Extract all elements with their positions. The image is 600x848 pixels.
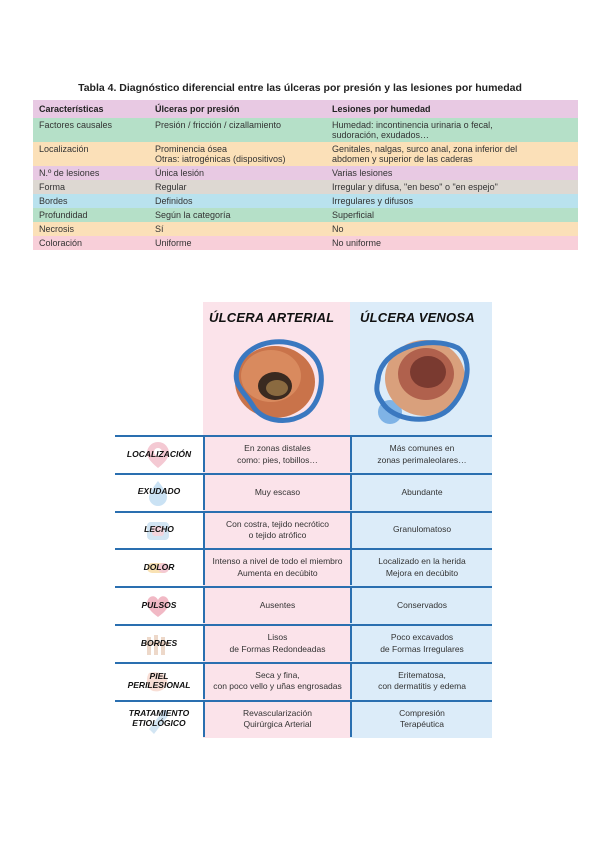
arterial-value: Lisos de Formas Redondeadas xyxy=(203,626,350,661)
row-characteristic: Forma xyxy=(39,182,66,192)
table-row xyxy=(33,222,578,236)
comparison-row xyxy=(115,624,492,661)
row-characteristic: N.º de lesiones xyxy=(39,168,100,178)
table-title: Tabla 4. Diagnóstico diferencial entre las úlceras por presión y las lesiones por humedad xyxy=(78,82,522,94)
arterial-ulcer-title: ÚLCERA ARTERIAL xyxy=(209,310,335,325)
comparison-row xyxy=(115,662,492,699)
row-moisture-value: Superficial xyxy=(332,210,375,220)
row-characteristic: Coloración xyxy=(39,238,83,248)
header-characteristics: Características xyxy=(39,104,104,114)
arterial-value: Intenso a nivel de todo el miembro Aumenta en decúbito xyxy=(203,550,350,585)
comparison-row xyxy=(115,548,492,585)
differential-diagnosis-table xyxy=(33,100,578,250)
row-moisture-value: Irregulares y difusos xyxy=(332,196,414,206)
comparison-criterion-label: TRATAMIENTO ETIOLÓGICO xyxy=(115,702,203,737)
comparison-row xyxy=(115,435,492,472)
arterial-value: Revascularización Quirúrgica Arterial xyxy=(203,702,350,737)
venous-value: Poco excavados de Formas Irregulares xyxy=(350,626,492,661)
table-row xyxy=(33,142,578,166)
venous-value: Eritematosa, con dermatitis y edema xyxy=(350,664,492,699)
venous-ulcer-title: ÚLCERA VENOSA xyxy=(360,310,475,325)
row-pressure-value: Uniforme xyxy=(155,238,192,248)
comparison-criterion-label: DOLOR xyxy=(115,550,203,585)
row-moisture-value: Genitales, nalgas, surco anal, zona inferior del abdomen y superior de las caderas xyxy=(332,144,518,164)
comparison-criterion-label: EXUDADO xyxy=(115,475,203,510)
row-characteristic: Necrosis xyxy=(39,224,75,234)
row-pressure-value: Prominencia ósea Otras: iatrogénicas (dispositivos) xyxy=(155,144,286,164)
arterial-value: En zonas distales como: pies, tobillos… xyxy=(203,437,350,472)
arterial-value: Con costra, tejido necrótico o tejido atrófico xyxy=(203,513,350,548)
venous-ulcer-image xyxy=(370,330,475,428)
row-moisture-value: Varias lesiones xyxy=(332,168,393,178)
comparison-row xyxy=(115,700,492,737)
comparison-criterion-label: LOCALIZACIÓN xyxy=(115,437,203,472)
arterial-value: Muy escaso xyxy=(203,475,350,510)
row-pressure-value: Presión / fricción / cizallamiento xyxy=(155,120,282,130)
header-pressure-ulcers: Úlceras por presión xyxy=(155,104,240,114)
comparison-criterion-label: LECHO xyxy=(115,513,203,548)
table-row xyxy=(33,118,578,142)
table-row xyxy=(33,180,578,194)
venous-value: Conservados xyxy=(350,588,492,623)
row-pressure-value: Regular xyxy=(155,182,187,192)
comparison-criterion-label: PULSOS xyxy=(115,588,203,623)
table-header-row xyxy=(33,100,578,118)
venous-value: Granulomatoso xyxy=(350,513,492,548)
row-pressure-value: Sí xyxy=(155,224,164,234)
venous-value: Abundante xyxy=(350,475,492,510)
row-moisture-value: Irregular y difusa, "en beso" o "en espejo" xyxy=(332,182,498,192)
comparison-row xyxy=(115,473,492,510)
header-moisture-lesions: Lesiones por humedad xyxy=(332,104,431,114)
row-pressure-value: Definidos xyxy=(155,196,193,206)
row-characteristic: Localización xyxy=(39,144,89,154)
arterial-value: Ausentes xyxy=(203,588,350,623)
table-row xyxy=(33,236,578,250)
row-moisture-value: No uniforme xyxy=(332,238,382,248)
venous-value: Compresión Terapéutica xyxy=(350,702,492,737)
row-characteristic: Bordes xyxy=(39,196,68,206)
ulcer-comparison-infographic xyxy=(115,302,492,738)
comparison-row xyxy=(115,511,492,548)
venous-value: Más comunes en zonas perimaleolares… xyxy=(350,437,492,472)
comparison-row xyxy=(115,586,492,623)
arterial-ulcer-image xyxy=(225,330,330,428)
comparison-criterion-label: BORDES xyxy=(115,626,203,661)
row-moisture-value: Humedad: incontinencia urinaria o fecal, sudoración, exudados… xyxy=(332,120,493,140)
venous-value: Localizado en la herida Mejora en decúbito xyxy=(350,550,492,585)
table-row xyxy=(33,208,578,222)
row-moisture-value: No xyxy=(332,224,344,234)
row-characteristic: Profundidad xyxy=(39,210,88,220)
row-pressure-value: Según la categoría xyxy=(155,210,231,220)
arterial-value: Seca y fina, con poco vello y uñas engrosadas xyxy=(203,664,350,699)
comparison-criterion-label: PIEL PERILESIONAL xyxy=(115,664,203,699)
table-row xyxy=(33,166,578,180)
row-pressure-value: Única lesión xyxy=(155,168,205,178)
table-row xyxy=(33,194,578,208)
row-characteristic: Factores causales xyxy=(39,120,113,130)
